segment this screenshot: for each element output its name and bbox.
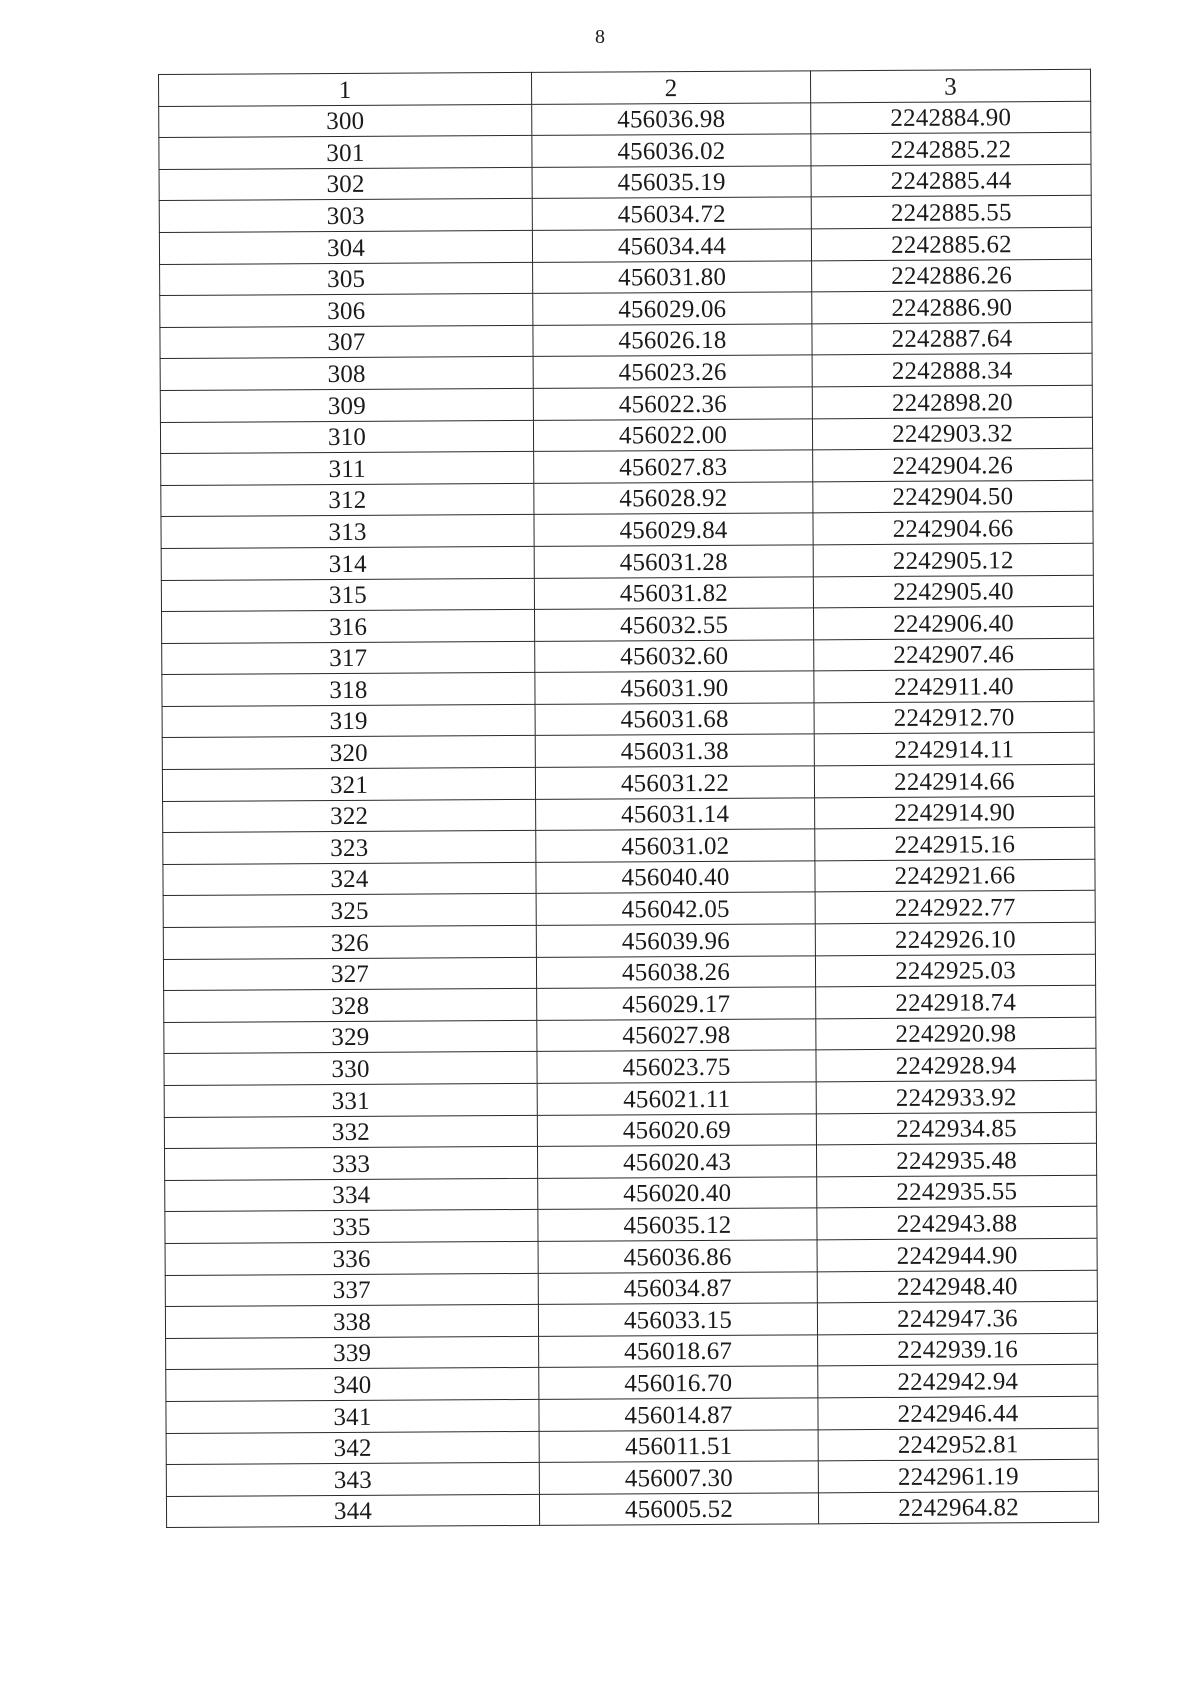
y-coordinate-cell: 2242952.81 [818, 1428, 1098, 1461]
point-number-cell: 314 [161, 546, 534, 580]
table-row [165, 1143, 1097, 1180]
y-coordinate-cell: 2242961.19 [818, 1459, 1098, 1492]
y-coordinate-cell: 2242886.26 [812, 259, 1092, 292]
y-coordinate-cell: 2242914.11 [814, 733, 1094, 766]
point-number-cell: 332 [164, 1115, 537, 1149]
table-row [164, 1112, 1096, 1149]
point-number-cell: 331 [164, 1083, 537, 1117]
y-coordinate-cell: 2242912.70 [814, 701, 1094, 734]
point-number-cell: 344 [166, 1494, 539, 1528]
x-coordinate-cell: 456034.87 [538, 1271, 817, 1304]
y-coordinate-cell: 2242942.94 [818, 1365, 1098, 1398]
y-coordinate-cell: 2242947.36 [817, 1301, 1097, 1334]
x-coordinate-cell: 456036.98 [532, 102, 811, 135]
table-row [161, 480, 1093, 517]
x-coordinate-cell: 456023.26 [533, 355, 812, 388]
y-coordinate-cell: 2242887.64 [812, 322, 1092, 355]
y-coordinate-cell: 2242907.46 [814, 638, 1094, 671]
point-number-cell: 306 [160, 294, 533, 328]
table-row [160, 354, 1092, 391]
table-row [165, 1175, 1097, 1212]
y-coordinate-cell: 2242921.66 [815, 859, 1095, 892]
table-row [165, 1301, 1097, 1338]
table-row [160, 259, 1092, 296]
y-coordinate-cell: 2242948.40 [817, 1270, 1097, 1303]
table-row [162, 733, 1094, 770]
table-row [160, 385, 1092, 422]
point-number-cell: 312 [161, 483, 534, 517]
table-row [163, 828, 1095, 865]
y-coordinate-cell: 2242935.55 [817, 1175, 1097, 1208]
y-coordinate-cell: 2242904.26 [813, 448, 1093, 481]
x-coordinate-cell: 456031.80 [533, 260, 812, 293]
y-coordinate-cell: 2242934.85 [816, 1112, 1096, 1145]
point-number-cell: 323 [163, 831, 536, 865]
table-row [165, 1207, 1097, 1244]
x-coordinate-cell: 456036.86 [538, 1240, 817, 1273]
y-coordinate-cell: 2242884.90 [811, 101, 1091, 134]
table-row [161, 543, 1093, 580]
point-number-cell: 320 [162, 736, 535, 770]
x-coordinate-cell: 456035.12 [538, 1208, 817, 1241]
table-row [166, 1491, 1098, 1528]
table-row [160, 322, 1092, 359]
x-coordinate-cell: 456034.44 [532, 229, 811, 262]
table-row [159, 132, 1091, 169]
point-number-cell: 338 [165, 1305, 538, 1339]
table-row [161, 512, 1093, 549]
x-coordinate-cell: 456034.72 [532, 197, 811, 230]
point-number-cell: 322 [163, 799, 536, 833]
x-coordinate-cell: 456040.40 [536, 861, 815, 894]
x-coordinate-cell: 456023.75 [537, 1050, 816, 1083]
x-coordinate-cell: 456039.96 [536, 924, 815, 957]
x-coordinate-cell: 456022.36 [533, 387, 812, 420]
x-coordinate-cell: 456031.38 [535, 734, 814, 767]
table-row [162, 670, 1094, 707]
x-coordinate-cell: 456027.83 [534, 450, 813, 483]
y-coordinate-cell: 2242905.12 [813, 543, 1093, 576]
point-number-cell: 337 [165, 1273, 538, 1307]
x-coordinate-cell: 456031.82 [534, 576, 813, 609]
x-coordinate-cell: 456026.18 [533, 324, 812, 357]
table-row [160, 417, 1092, 454]
table-row [166, 1365, 1098, 1402]
x-coordinate-cell: 456005.52 [539, 1493, 818, 1526]
table-header-row [159, 69, 1091, 106]
page-number: 8 [595, 26, 605, 48]
point-number-cell: 334 [165, 1178, 538, 1212]
point-number-cell: 310 [160, 420, 533, 454]
x-coordinate-cell: 456020.69 [537, 1113, 816, 1146]
table-row [163, 796, 1095, 833]
coordinates-table-wrapper [158, 69, 1099, 1529]
point-number-cell: 339 [166, 1336, 539, 1370]
x-coordinate-cell: 456020.40 [538, 1177, 817, 1210]
x-coordinate-cell: 456029.17 [537, 987, 816, 1020]
point-number-cell: 300 [159, 104, 532, 138]
table-row [163, 891, 1095, 928]
y-coordinate-cell: 2242886.90 [812, 290, 1092, 323]
table-row [164, 1017, 1096, 1054]
y-coordinate-cell: 2242925.03 [815, 954, 1095, 987]
table-row [164, 1049, 1096, 1086]
table-row [159, 101, 1091, 138]
table-row [162, 701, 1094, 738]
table-row [159, 227, 1091, 264]
table-row [164, 985, 1096, 1022]
table-row [162, 764, 1094, 801]
point-number-cell: 315 [161, 578, 534, 612]
point-number-cell: 303 [159, 199, 532, 233]
x-coordinate-cell: 456028.92 [534, 482, 813, 515]
x-coordinate-cell: 456031.68 [535, 703, 814, 736]
y-coordinate-cell: 2242885.55 [811, 196, 1091, 229]
table-row [165, 1270, 1097, 1307]
y-coordinate-cell: 2242885.44 [811, 164, 1091, 197]
point-number-cell: 305 [160, 262, 533, 296]
point-number-cell: 336 [165, 1241, 538, 1275]
x-coordinate-cell: 456032.55 [534, 608, 813, 641]
table-row [166, 1459, 1098, 1496]
table-row [159, 196, 1091, 233]
x-coordinate-cell: 456011.51 [539, 1429, 818, 1462]
y-coordinate-cell: 2242904.66 [813, 512, 1093, 545]
y-coordinate-cell: 2242903.32 [812, 417, 1092, 450]
point-number-cell: 304 [159, 230, 532, 264]
table-row [161, 575, 1093, 612]
table-row [166, 1333, 1098, 1370]
x-coordinate-cell: 456038.26 [536, 955, 815, 988]
point-number-cell: 309 [160, 388, 533, 422]
y-coordinate-cell: 2242935.48 [816, 1143, 1096, 1176]
y-coordinate-cell: 2242920.98 [816, 1017, 1096, 1050]
x-coordinate-cell: 456014.87 [539, 1398, 818, 1431]
x-coordinate-cell: 456020.43 [537, 1145, 816, 1178]
point-number-cell: 341 [166, 1399, 539, 1433]
y-coordinate-cell: 2242888.34 [812, 354, 1092, 387]
x-coordinate-cell: 456016.70 [539, 1366, 818, 1399]
x-coordinate-cell: 456042.05 [536, 892, 815, 925]
x-coordinate-cell: 456029.06 [533, 292, 812, 325]
y-coordinate-cell: 2242885.22 [811, 132, 1091, 165]
y-coordinate-cell: 2242946.44 [818, 1396, 1098, 1429]
table-row [161, 448, 1093, 485]
y-coordinate-cell: 2242885.62 [811, 227, 1091, 260]
y-coordinate-cell: 2242933.92 [816, 1080, 1096, 1113]
point-number-cell: 342 [166, 1431, 539, 1465]
point-number-cell: 302 [159, 167, 532, 201]
table-row [166, 1428, 1098, 1465]
x-coordinate-cell: 456036.02 [532, 134, 811, 167]
y-coordinate-cell: 2242944.90 [817, 1238, 1097, 1271]
y-coordinate-cell: 2242904.50 [813, 480, 1093, 513]
point-number-cell: 307 [160, 325, 533, 359]
point-number-cell: 333 [165, 1147, 538, 1181]
point-number-cell: 343 [166, 1463, 539, 1497]
point-number-cell: 329 [164, 1020, 537, 1054]
y-coordinate-cell: 2242898.20 [812, 385, 1092, 418]
y-coordinate-cell: 2242911.40 [814, 670, 1094, 703]
y-coordinate-cell: 2242915.16 [815, 828, 1095, 861]
y-coordinate-cell: 2242928.94 [816, 1049, 1096, 1082]
point-number-cell: 340 [166, 1368, 539, 1402]
x-coordinate-cell: 456029.84 [534, 513, 813, 546]
y-coordinate-cell: 2242906.40 [813, 606, 1093, 639]
x-coordinate-cell: 456007.30 [539, 1461, 818, 1494]
x-coordinate-cell: 456033.15 [538, 1303, 817, 1336]
y-coordinate-cell: 2242918.74 [816, 985, 1096, 1018]
y-coordinate-cell: 2242914.90 [815, 796, 1095, 829]
table-row [166, 1396, 1098, 1433]
point-number-cell: 335 [165, 1210, 538, 1244]
point-number-cell: 324 [163, 862, 536, 896]
table-row [164, 1080, 1096, 1117]
x-coordinate-cell: 456035.19 [532, 166, 811, 199]
y-coordinate-cell: 2242914.66 [814, 764, 1094, 797]
y-coordinate-cell: 2242926.10 [815, 922, 1095, 955]
point-number-cell: 326 [163, 925, 536, 959]
table-row [159, 164, 1091, 201]
x-coordinate-cell: 456031.22 [535, 766, 814, 799]
table-row [162, 638, 1094, 675]
point-number-cell: 301 [159, 136, 532, 170]
x-coordinate-cell: 456031.14 [536, 798, 815, 831]
point-number-cell: 319 [162, 704, 535, 738]
point-number-cell: 316 [162, 609, 535, 643]
point-number-cell: 321 [162, 767, 535, 801]
y-coordinate-cell: 2242943.88 [817, 1207, 1097, 1240]
y-coordinate-cell: 2242905.40 [813, 575, 1093, 608]
table-row [163, 859, 1095, 896]
column-header-1: 1 [159, 72, 532, 106]
point-number-cell: 317 [162, 641, 535, 675]
x-coordinate-cell: 456027.98 [537, 1019, 816, 1052]
y-coordinate-cell: 2242939.16 [818, 1333, 1098, 1366]
table-row [163, 954, 1095, 991]
point-number-cell: 313 [161, 515, 534, 549]
x-coordinate-cell: 456022.00 [533, 418, 812, 451]
table-row [160, 290, 1092, 327]
x-coordinate-cell: 456018.67 [539, 1335, 818, 1368]
x-coordinate-cell: 456021.11 [537, 1082, 816, 1115]
point-number-cell: 330 [164, 1052, 537, 1086]
x-coordinate-cell: 456031.28 [534, 545, 813, 578]
x-coordinate-cell: 456031.90 [535, 671, 814, 704]
y-coordinate-cell: 2242922.77 [815, 891, 1095, 924]
point-number-cell: 328 [164, 989, 537, 1023]
point-number-cell: 325 [163, 894, 536, 928]
column-header-3: 3 [810, 69, 1090, 102]
x-coordinate-cell: 456031.02 [536, 829, 815, 862]
point-number-cell: 318 [162, 673, 535, 707]
point-number-cell: 308 [160, 357, 533, 391]
coordinates-table [158, 69, 1099, 1529]
point-number-cell: 311 [161, 452, 534, 486]
column-header-2: 2 [531, 71, 810, 104]
table-body [159, 101, 1099, 1528]
table-row [162, 606, 1094, 643]
table-row [163, 922, 1095, 959]
y-coordinate-cell: 2242964.82 [818, 1491, 1098, 1524]
point-number-cell: 327 [163, 957, 536, 991]
table-row [165, 1238, 1097, 1275]
x-coordinate-cell: 456032.60 [535, 640, 814, 673]
